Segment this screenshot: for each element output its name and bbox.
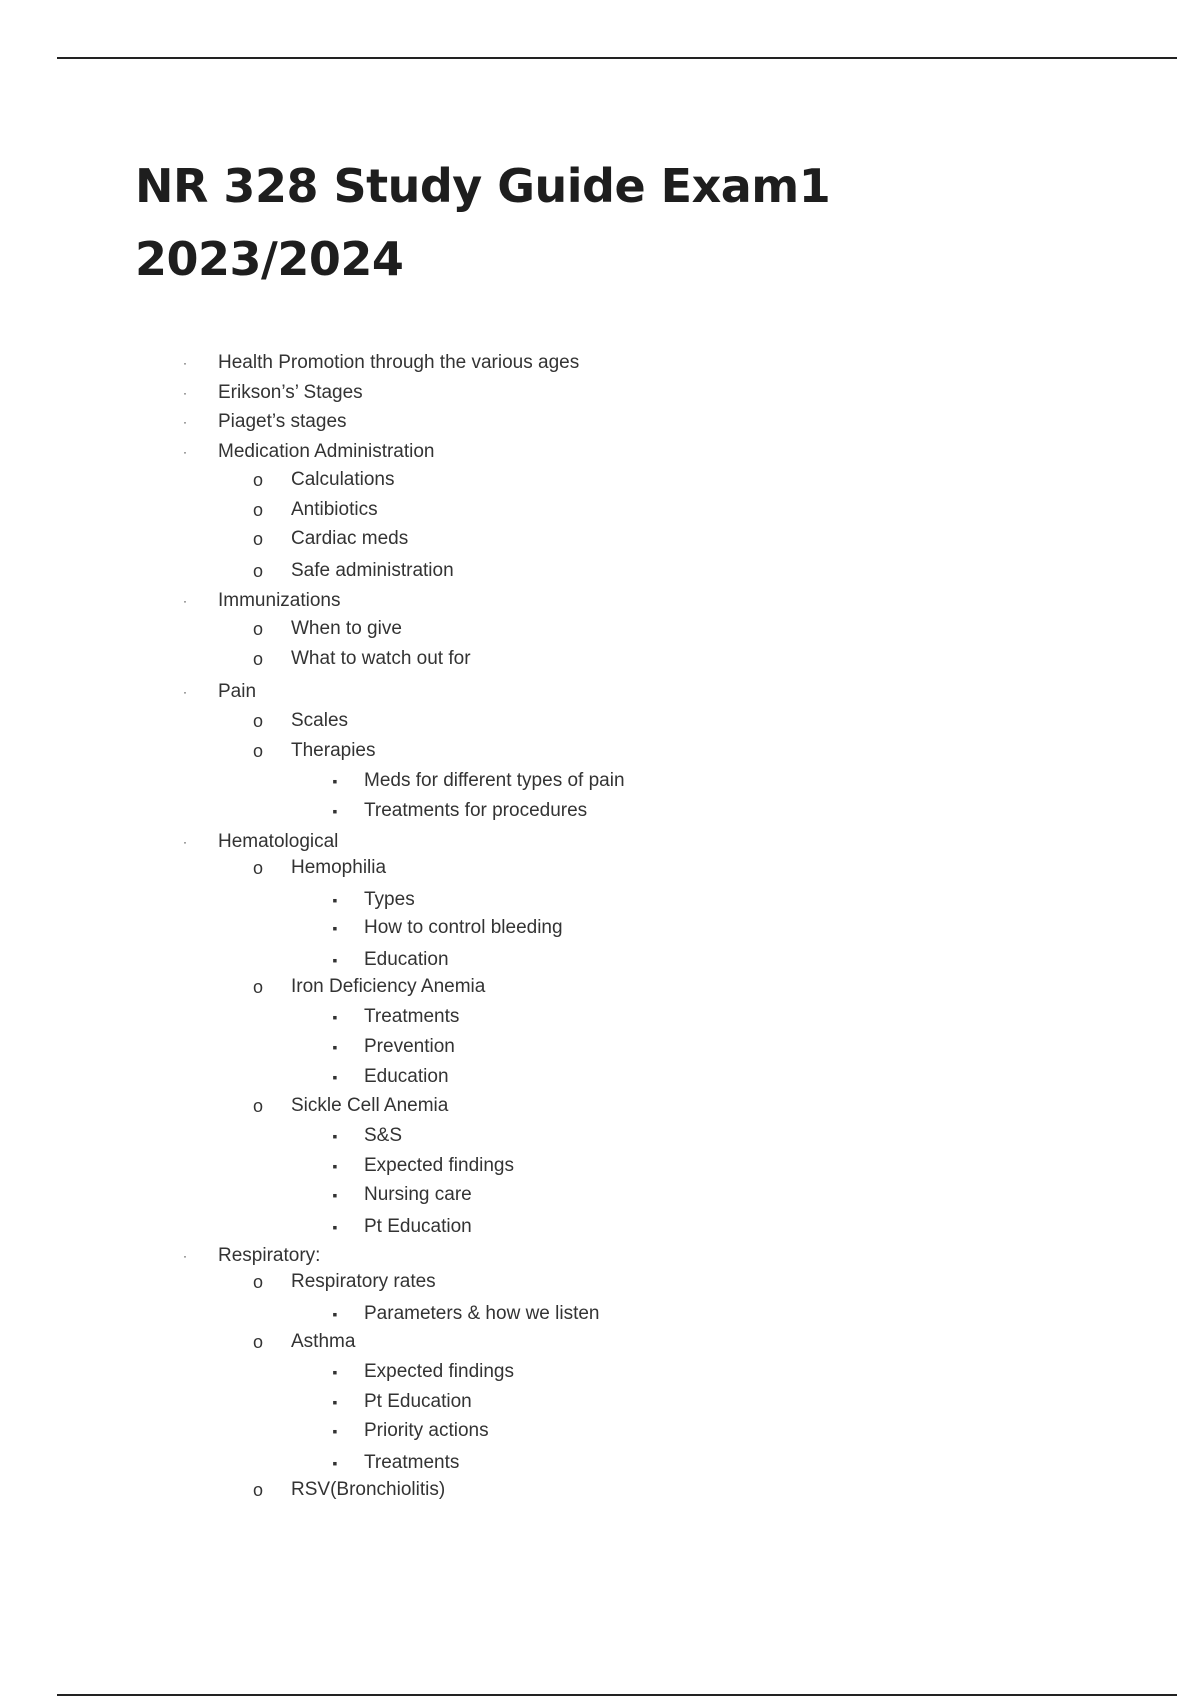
- outline-item-label: Education: [364, 1066, 449, 1087]
- outline-item-level-2: [252, 496, 378, 524]
- square-bullet-icon: ▪: [332, 1187, 338, 1203]
- outline-item-level-3: [332, 1122, 403, 1150]
- bottom-rule: [57, 1694, 1177, 1696]
- circle-bullet-icon: o: [252, 470, 263, 490]
- dot-bullet-icon: ·: [183, 594, 187, 608]
- square-bullet-icon: ▪: [332, 1069, 338, 1085]
- outline-item-level-1: [183, 379, 363, 407]
- circle-bullet-icon: o: [252, 977, 263, 997]
- outline-item-level-3: [332, 797, 588, 825]
- outline-item-level-2: [252, 1476, 446, 1504]
- outline-item-label: How to control bleeding: [364, 917, 563, 938]
- circle-bullet-icon: o: [252, 500, 263, 520]
- square-bullet-icon: ▪: [332, 1423, 338, 1439]
- outline-item-level-3: [332, 1213, 472, 1241]
- outline-item-level-2: [252, 737, 376, 765]
- outline-item-label: RSV(Bronchiolitis): [291, 1479, 446, 1500]
- outline-item-level-2: [252, 707, 349, 735]
- outline-item-label: Nursing care: [364, 1184, 472, 1205]
- outline-item-label: Priority actions: [364, 1420, 489, 1441]
- outline-item-level-2: [252, 466, 395, 494]
- dot-bullet-icon: ·: [183, 445, 187, 459]
- circle-bullet-icon: o: [252, 1332, 263, 1352]
- outline-item-level-2: [252, 557, 454, 585]
- outline-item-label: Respiratory rates: [291, 1271, 436, 1292]
- outline-item-label: Calculations: [291, 469, 395, 490]
- outline-item-level-3: [332, 1388, 472, 1416]
- outline-item-level-1: [183, 349, 580, 377]
- outline-item-level-1: [183, 1242, 321, 1270]
- circle-bullet-icon: o: [252, 529, 263, 549]
- outline-item-level-1: [183, 408, 347, 436]
- dot-bullet-icon: ·: [183, 685, 187, 699]
- outline-item-label: Types: [364, 889, 415, 910]
- square-bullet-icon: ▪: [332, 1364, 338, 1380]
- square-bullet-icon: ▪: [332, 920, 338, 936]
- outline-item-label: Sickle Cell Anemia: [291, 1095, 449, 1116]
- square-bullet-icon: ▪: [332, 892, 338, 908]
- outline-item-label: Medication Administration: [218, 441, 435, 462]
- outline-item-label: Piaget’s stages: [218, 411, 347, 432]
- outline-item-label: Hematological: [218, 831, 339, 852]
- outline-item-label: Meds for different types of pain: [364, 770, 625, 791]
- outline-item-level-3: [332, 1300, 600, 1328]
- outline-item-level-1: [183, 678, 257, 706]
- circle-bullet-icon: o: [252, 1272, 263, 1292]
- circle-bullet-icon: o: [252, 619, 263, 639]
- outline-item-level-3: [332, 1449, 460, 1477]
- outline-item-label: Expected findings: [364, 1361, 514, 1382]
- outline-item-level-2: [252, 1328, 356, 1356]
- title-line-1: NR 328 Study Guide Exam1: [135, 159, 831, 213]
- dot-bullet-icon: ·: [183, 835, 187, 849]
- square-bullet-icon: ▪: [332, 952, 338, 968]
- outline-item-label: Scales: [291, 710, 349, 731]
- outline-item-level-2: [252, 1092, 449, 1120]
- dot-bullet-icon: ·: [183, 386, 187, 400]
- outline-item-level-1: [183, 828, 339, 856]
- outline-item-label: Health Promotion through the various ages: [218, 352, 580, 373]
- outline-item-level-2: [252, 615, 402, 643]
- outline-item-label: Cardiac meds: [291, 528, 409, 549]
- dot-bullet-icon: ·: [183, 415, 187, 429]
- outline-item-level-3: [332, 767, 625, 795]
- square-bullet-icon: ▪: [332, 1219, 338, 1235]
- circle-bullet-icon: o: [252, 649, 263, 669]
- outline-item-level-2: [252, 645, 471, 673]
- outline-item-label: Respiratory:: [218, 1245, 321, 1266]
- outline-item-label: Treatments for procedures: [364, 800, 588, 821]
- outline-item-label: Immunizations: [218, 590, 341, 611]
- circle-bullet-icon: o: [252, 1096, 263, 1116]
- square-bullet-icon: ▪: [332, 1455, 338, 1471]
- outline-item-level-3: [332, 1003, 460, 1031]
- outline-item-label: Pt Education: [364, 1216, 472, 1237]
- square-bullet-icon: ▪: [332, 773, 338, 789]
- circle-bullet-icon: o: [252, 1480, 263, 1500]
- outline-item-label: Antibiotics: [291, 499, 378, 520]
- title-line-2: 2023/2024: [135, 232, 404, 286]
- outline-item-label: Education: [364, 949, 449, 970]
- outline-item-label: Treatments: [364, 1006, 460, 1027]
- square-bullet-icon: ▪: [332, 1009, 338, 1025]
- outline-item-label: What to watch out for: [291, 648, 471, 669]
- square-bullet-icon: ▪: [332, 1128, 338, 1144]
- outline-item-label: Expected findings: [364, 1155, 514, 1176]
- outline-item-label: Prevention: [364, 1036, 455, 1057]
- outline-item-level-1: [183, 587, 341, 615]
- outline-item-label: Asthma: [291, 1331, 356, 1352]
- outline-item-label: Parameters & how we listen: [364, 1303, 600, 1324]
- outline-item-label: Treatments: [364, 1452, 460, 1473]
- outline-item-level-3: [332, 886, 415, 914]
- outline-item-label: Safe administration: [291, 560, 454, 581]
- outline-item-level-2: [252, 854, 387, 882]
- outline-item-level-1: [183, 438, 435, 466]
- square-bullet-icon: ▪: [332, 1039, 338, 1055]
- outline-item-level-3: [332, 1033, 455, 1061]
- outline-item-label: Pain: [218, 681, 257, 702]
- circle-bullet-icon: o: [252, 741, 263, 761]
- outline-item-label: Hemophilia: [291, 857, 387, 878]
- square-bullet-icon: ▪: [332, 803, 338, 819]
- outline-item-label: Iron Deficiency Anemia: [291, 976, 486, 997]
- outline-item-level-3: [332, 1417, 489, 1445]
- circle-bullet-icon: o: [252, 561, 263, 581]
- outline-item-level-2: [252, 1268, 436, 1296]
- outline-item-level-3: [332, 1063, 449, 1091]
- dot-bullet-icon: ·: [183, 356, 187, 370]
- circle-bullet-icon: o: [252, 711, 263, 731]
- outline-item-level-3: [332, 1358, 514, 1386]
- outline-item-label: When to give: [291, 618, 402, 639]
- square-bullet-icon: ▪: [332, 1394, 338, 1410]
- outline-item-level-2: [252, 973, 486, 1001]
- circle-bullet-icon: o: [252, 858, 263, 878]
- outline-item-label: Pt Education: [364, 1391, 472, 1412]
- outline-item-level-2: [252, 525, 409, 553]
- outline-item-level-3: [332, 914, 563, 942]
- outline-item-level-3: [332, 1181, 472, 1209]
- dot-bullet-icon: ·: [183, 1249, 187, 1263]
- outline-item-label: S&S: [364, 1125, 403, 1146]
- square-bullet-icon: ▪: [332, 1306, 338, 1322]
- outline-item-label: Therapies: [291, 740, 376, 761]
- outline-item-level-3: [332, 1152, 514, 1180]
- outline-item-label: Erikson’s’ Stages: [218, 382, 363, 403]
- square-bullet-icon: ▪: [332, 1158, 338, 1174]
- outline-item-level-3: [332, 946, 449, 974]
